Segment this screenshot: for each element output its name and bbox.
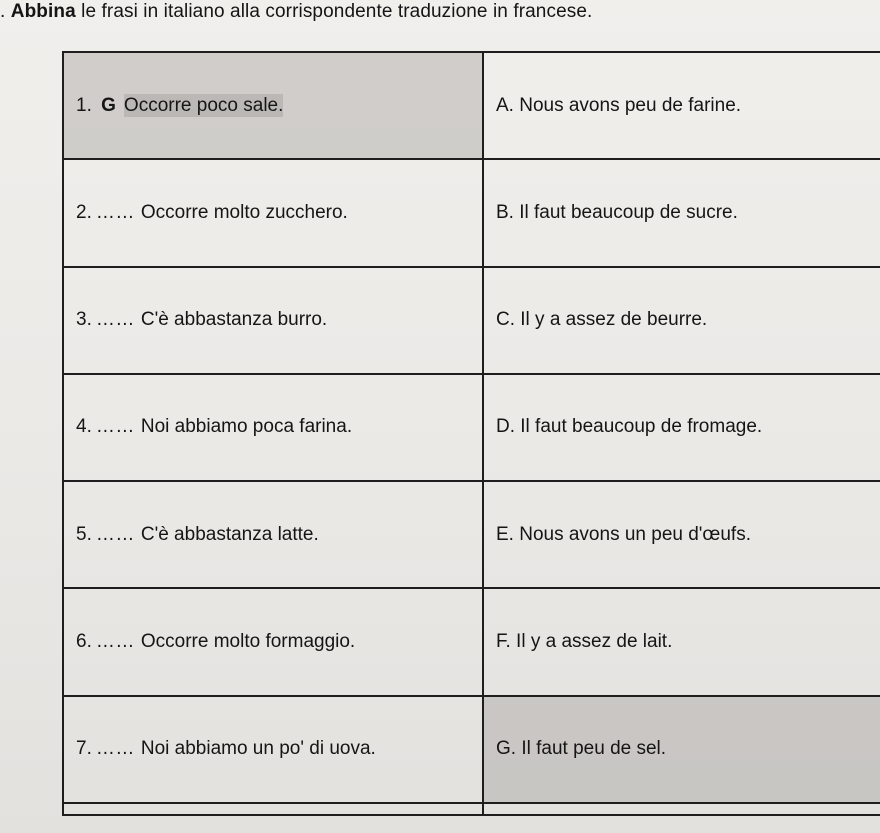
- table-row: [63, 481, 880, 588]
- french-phrase: A. Nous avons peu de farine.: [496, 94, 742, 116]
- french-cell-d: [483, 374, 880, 481]
- french-cell-b: [483, 159, 880, 266]
- empty-cell: [63, 803, 483, 815]
- italian-cell-6: [63, 588, 483, 695]
- french-cell-e: [483, 481, 880, 588]
- answer-letter: G: [101, 94, 116, 116]
- italian-cell-4: [63, 374, 483, 481]
- italian-phrase: C'è abbastanza latte.: [140, 523, 319, 545]
- answer-blank[interactable]: ……: [95, 416, 135, 438]
- italian-phrase: Occorre molto formaggio.: [140, 631, 356, 653]
- instruction-text: le frasi in italiano alla corrispondente traduzione in francese.: [75, 1, 593, 22]
- italian-cell-3: [63, 267, 483, 374]
- table-row: [63, 696, 880, 803]
- item-number: 3.: [76, 309, 92, 331]
- answer-blank[interactable]: ……: [95, 309, 135, 331]
- french-phrase: G. Il faut peu de sel.: [496, 738, 667, 760]
- french-cell-c: [483, 267, 880, 374]
- italian-cell-7: [63, 696, 483, 803]
- table-row: [63, 159, 880, 266]
- french-cell-g: [483, 696, 880, 803]
- item-number: 2.: [76, 201, 92, 223]
- instruction-bold-word: Abbina: [10, 1, 76, 22]
- italian-phrase: Noi abbiamo un po' di uova.: [140, 738, 376, 760]
- italian-phrase: Noi abbiamo poca farina.: [140, 416, 353, 438]
- italian-cell-2: [63, 159, 483, 266]
- exercise-instruction: [0, 0, 592, 24]
- french-phrase: E. Nous avons un peu d'œufs.: [496, 523, 751, 545]
- table-bottom-row: [63, 803, 880, 815]
- italian-phrase: C'è abbastanza burro.: [140, 309, 328, 331]
- item-number: 1.: [76, 94, 92, 116]
- table-row: [63, 588, 880, 695]
- french-phrase: D. Il faut beaucoup de fromage.: [496, 416, 763, 438]
- table-row: [63, 267, 880, 374]
- item-number: 4.: [76, 416, 92, 438]
- table-row: [63, 374, 880, 481]
- italian-phrase: Occorre molto zucchero.: [140, 201, 348, 223]
- italian-cell-1: [63, 52, 483, 159]
- french-phrase: B. Il faut beaucoup de sucre.: [496, 201, 738, 223]
- answer-blank[interactable]: ……: [95, 523, 135, 545]
- item-number: 6.: [76, 631, 92, 653]
- answer-blank[interactable]: ……: [95, 738, 135, 760]
- italian-cell-5: [63, 481, 483, 588]
- item-number: 5.: [76, 523, 92, 545]
- instruction-prefix: .: [0, 1, 11, 22]
- italian-phrase: Occorre poco sale.: [123, 94, 284, 116]
- french-phrase: F. Il y a assez de lait.: [496, 631, 673, 653]
- answer-blank[interactable]: ……: [95, 631, 135, 653]
- french-phrase: C. Il y a assez de beurre.: [496, 309, 708, 331]
- matching-table: [62, 51, 880, 816]
- french-cell-a: [483, 52, 880, 159]
- answer-blank[interactable]: ……: [95, 201, 135, 223]
- empty-cell: [483, 803, 880, 815]
- item-number: 7.: [76, 738, 92, 760]
- table-row: [63, 52, 880, 159]
- french-cell-f: [483, 588, 880, 695]
